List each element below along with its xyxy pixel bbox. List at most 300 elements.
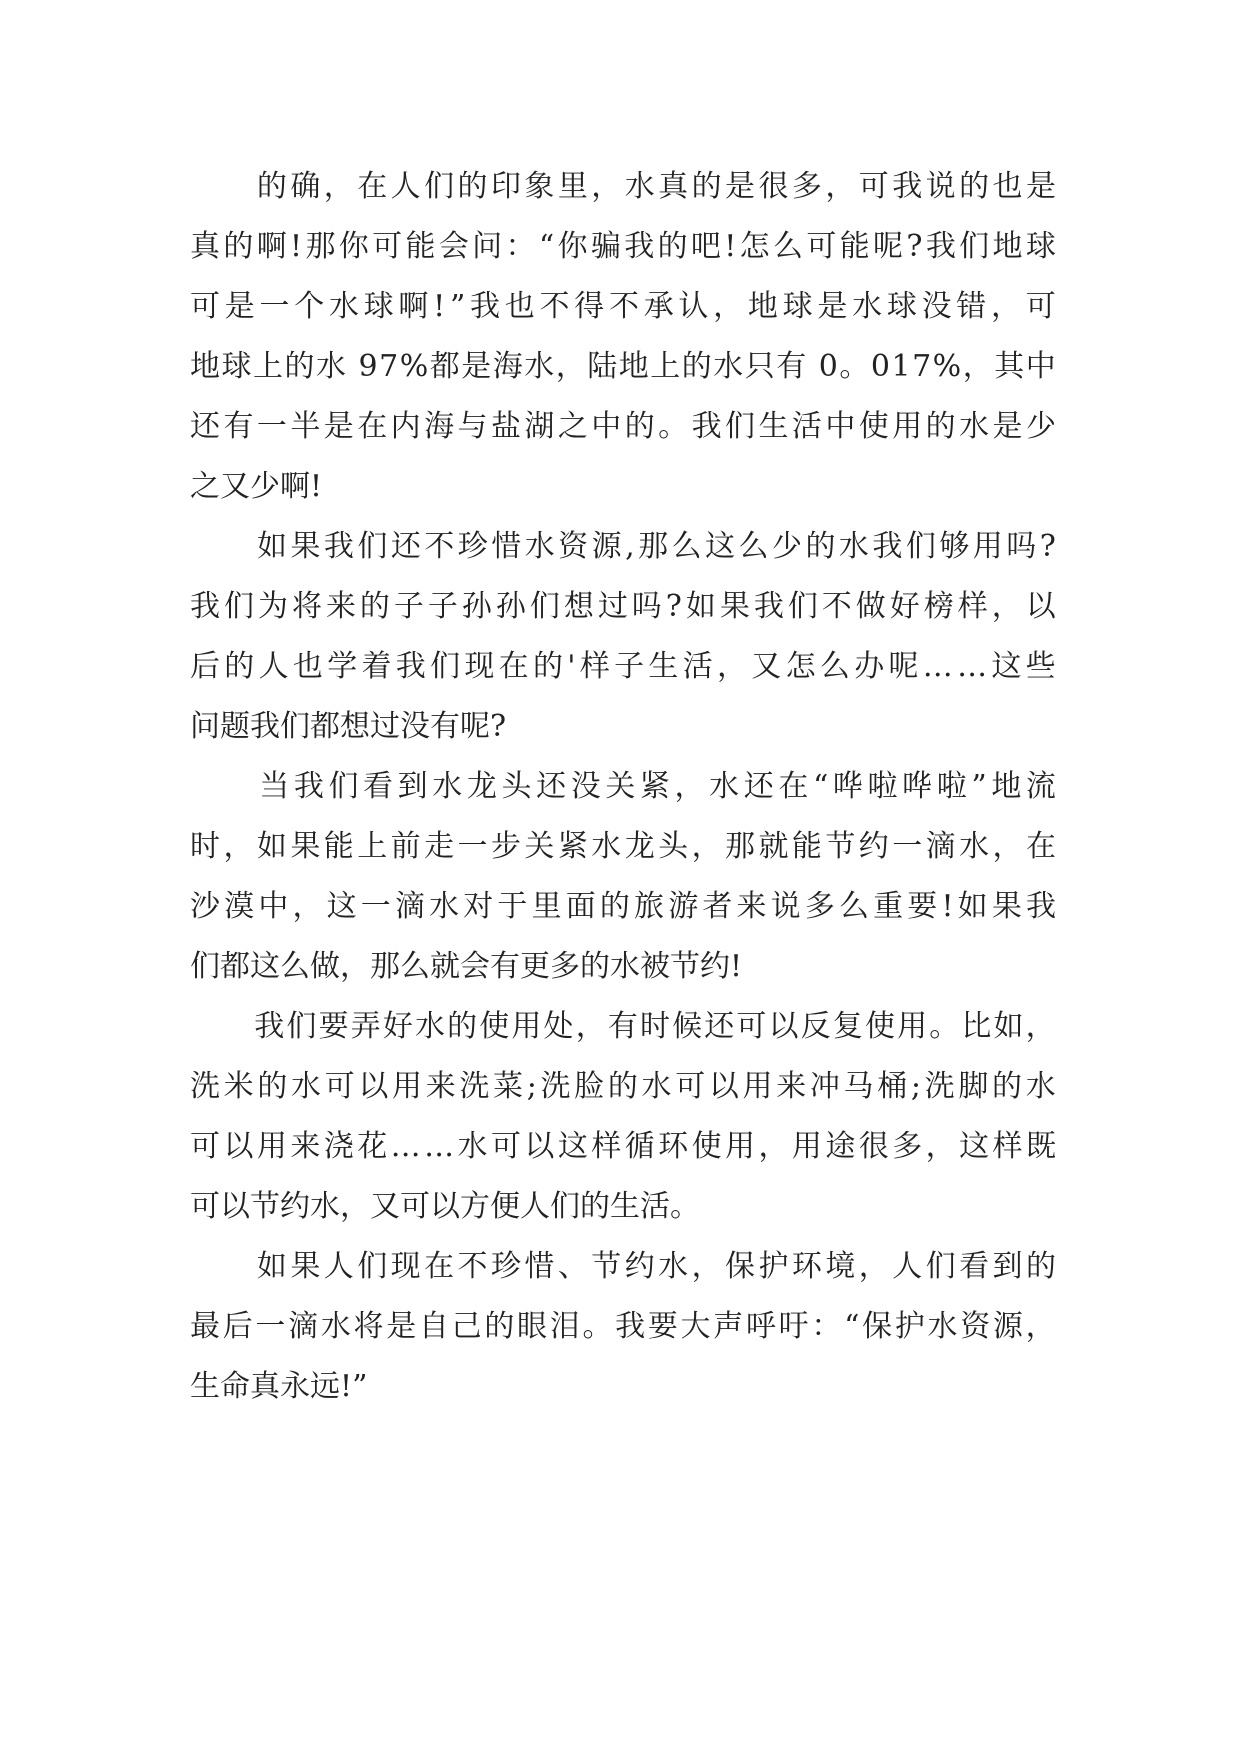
text-char: ; bbox=[526, 1069, 537, 1104]
text-char: 水 bbox=[852, 289, 883, 324]
text-char: 多 bbox=[892, 1129, 923, 1164]
text-char: 就 bbox=[758, 829, 789, 864]
text-char: 重 bbox=[873, 889, 904, 924]
text-char: 源 bbox=[992, 1309, 1023, 1344]
text-char: 便 bbox=[490, 1189, 520, 1224]
text-char: 如 bbox=[256, 1249, 287, 1284]
text-char: 生 bbox=[610, 1189, 640, 1224]
text-char: ” bbox=[352, 1369, 368, 1404]
text-char: 骗 bbox=[590, 229, 621, 264]
text-char: 约 bbox=[858, 829, 889, 864]
text-char: 人 bbox=[258, 649, 289, 684]
text-char: 可 bbox=[324, 1069, 355, 1104]
text-char: 者 bbox=[702, 889, 733, 924]
text-char: 更 bbox=[520, 949, 550, 984]
text-char: 不 bbox=[457, 1249, 488, 1284]
text-char: 己 bbox=[451, 1309, 482, 1344]
text-char: ： bbox=[505, 229, 536, 264]
text-char: 们 bbox=[925, 1249, 956, 1284]
text-char: 那 bbox=[725, 829, 755, 864]
text-char: 源 bbox=[591, 529, 622, 564]
text-char: ， bbox=[340, 1189, 370, 1224]
text-char: 能 bbox=[839, 229, 870, 264]
text-char: 果 bbox=[991, 889, 1022, 924]
text-char: 吧 bbox=[690, 229, 721, 264]
text-char: 水 bbox=[320, 1309, 351, 1344]
text-char: 我 bbox=[323, 529, 354, 564]
text-char: 中 bbox=[591, 409, 622, 444]
text-char: 远 bbox=[310, 1369, 340, 1404]
text-char: 得 bbox=[574, 289, 605, 324]
text-char: 还 bbox=[536, 769, 567, 804]
text-char: 我 bbox=[624, 229, 655, 264]
text-char: 的 bbox=[959, 169, 990, 204]
text-char: 用 bbox=[972, 529, 1003, 564]
text-char: 会 bbox=[438, 229, 469, 264]
text-char: 的 bbox=[607, 1069, 638, 1104]
text-char: 以 bbox=[223, 1129, 254, 1164]
text-char: ' bbox=[567, 649, 576, 684]
text-char: 象 bbox=[524, 169, 555, 204]
text-char: 怎 bbox=[739, 229, 770, 264]
text-char: 以 bbox=[768, 1009, 799, 1044]
text-char: 可 bbox=[736, 1009, 767, 1044]
text-char: 境 bbox=[825, 1249, 856, 1284]
text-char: 用 bbox=[892, 409, 923, 444]
text-char: 在 bbox=[357, 169, 388, 204]
text-char: 在 bbox=[357, 409, 388, 444]
text-char: 惜 bbox=[524, 1249, 555, 1284]
text-char: 一 bbox=[360, 889, 391, 924]
text-char: 眼 bbox=[517, 1309, 548, 1344]
text-char: 使 bbox=[691, 1129, 722, 1164]
text-char: 认 bbox=[678, 289, 709, 324]
text-char bbox=[223, 517, 253, 577]
text-char: 们 bbox=[959, 229, 990, 264]
text-char: 候 bbox=[672, 1009, 703, 1044]
text-char bbox=[190, 157, 220, 217]
text-char: … bbox=[390, 1129, 421, 1164]
text-char: 用 bbox=[742, 1069, 773, 1104]
text-char: 能 bbox=[791, 829, 822, 864]
text-char: 保 bbox=[862, 1309, 893, 1344]
text-char: 如 bbox=[256, 529, 287, 564]
text-char: 榜 bbox=[923, 589, 954, 624]
text-char: 方 bbox=[460, 1189, 490, 1224]
text-char: 啦 bbox=[867, 769, 898, 804]
text-char: , bbox=[625, 529, 635, 564]
text-char: 马 bbox=[843, 1069, 874, 1104]
text-char: 节 bbox=[250, 1189, 280, 1224]
text-char: 如 bbox=[256, 829, 287, 864]
paragraph-4 bbox=[190, 997, 1056, 1237]
text-char: 在 bbox=[498, 649, 529, 684]
text-char: 看 bbox=[959, 1249, 990, 1284]
text-char: 球 bbox=[363, 289, 394, 324]
text-char: 生 bbox=[648, 649, 679, 684]
text-char: ， bbox=[1025, 1309, 1056, 1344]
text-line bbox=[190, 1177, 1056, 1237]
text-char: 球 bbox=[1025, 229, 1056, 264]
text-line bbox=[190, 457, 1056, 517]
text-char: 又 bbox=[751, 649, 782, 684]
text-char: ， bbox=[691, 1249, 722, 1284]
text-char: 在 bbox=[778, 769, 809, 804]
text-char: 将 bbox=[353, 1309, 384, 1344]
paragraph-3 bbox=[190, 757, 1056, 997]
text-char: 不 bbox=[821, 589, 852, 624]
text-char: 还 bbox=[743, 769, 774, 804]
paragraph-2 bbox=[190, 517, 1056, 757]
text-char bbox=[223, 1237, 253, 1297]
text-char: 哗 bbox=[832, 769, 863, 804]
text-char: 0 bbox=[818, 349, 838, 384]
text-char: 地 bbox=[618, 349, 649, 384]
text-line bbox=[190, 157, 1056, 217]
text-char: 中 bbox=[258, 889, 289, 924]
text-line bbox=[190, 1057, 1056, 1117]
text-char bbox=[348, 337, 358, 397]
text-char: 的 bbox=[805, 529, 836, 564]
text-char: 上 bbox=[650, 349, 681, 384]
text-char: 学 bbox=[327, 649, 358, 684]
text-char: 水 bbox=[414, 1009, 445, 1044]
text-char: 如 bbox=[993, 1009, 1024, 1044]
text-char: 是 bbox=[224, 289, 255, 324]
text-char: 节 bbox=[825, 829, 856, 864]
text-char: 么 bbox=[738, 529, 769, 564]
text-char: 过 bbox=[370, 709, 400, 744]
text-char: 那 bbox=[305, 229, 336, 264]
text-char: … bbox=[424, 1129, 455, 1164]
text-char: 头 bbox=[658, 829, 689, 864]
text-char: 使 bbox=[479, 1009, 510, 1044]
text-char: 我 bbox=[254, 1009, 285, 1044]
text-char: 活 bbox=[791, 409, 822, 444]
text-char: 是 bbox=[1025, 169, 1056, 204]
text-char: 有 bbox=[223, 409, 254, 444]
text-char: 7 bbox=[379, 349, 399, 384]
text-char: 头 bbox=[501, 769, 532, 804]
text-char: 步 bbox=[490, 829, 521, 864]
text-char: 承 bbox=[643, 289, 674, 324]
text-char: 水 bbox=[429, 889, 460, 924]
text-char: 节 bbox=[591, 1249, 622, 1284]
text-char: 你 bbox=[338, 229, 369, 264]
text-char: 真 bbox=[658, 169, 689, 204]
text-char: ， bbox=[674, 769, 705, 804]
text-char: 没 bbox=[570, 769, 601, 804]
text-char: 护 bbox=[894, 1309, 925, 1344]
text-char: 可 bbox=[190, 1129, 220, 1164]
text-char: 环 bbox=[791, 1249, 822, 1284]
text-char: 海 bbox=[492, 349, 523, 384]
text-char: 题 bbox=[220, 709, 250, 744]
text-char: 滴 bbox=[394, 889, 425, 924]
text-char: 要 bbox=[907, 889, 938, 924]
text-char: 错 bbox=[956, 289, 987, 324]
text-char: 水 bbox=[713, 349, 744, 384]
text-char: 也 bbox=[292, 649, 323, 684]
text-char: 可 bbox=[190, 1189, 220, 1224]
text-char bbox=[190, 757, 220, 817]
text-char: 珍 bbox=[457, 529, 488, 564]
text-char: “ bbox=[812, 769, 829, 804]
text-char: 、 bbox=[557, 1249, 588, 1284]
text-char: 你 bbox=[557, 229, 588, 264]
text-char: ， bbox=[991, 589, 1022, 624]
text-char: ， bbox=[858, 1249, 889, 1284]
text-char: ” bbox=[971, 769, 987, 804]
text-char: 弄 bbox=[350, 1009, 381, 1044]
text-char: 果 bbox=[290, 1249, 321, 1284]
text-char: 啊 bbox=[256, 229, 287, 264]
text-char: 不 bbox=[424, 529, 455, 564]
text-char: 可 bbox=[858, 169, 889, 204]
text-char: 水 bbox=[624, 169, 655, 204]
text-char: 也 bbox=[992, 169, 1023, 204]
text-char: 将 bbox=[291, 589, 322, 624]
text-char: 。 bbox=[929, 1009, 960, 1044]
text-char: 可 bbox=[490, 1129, 521, 1164]
text-char: 循 bbox=[624, 1129, 655, 1164]
text-char: 的 bbox=[447, 1009, 478, 1044]
text-char: 都 bbox=[220, 949, 250, 984]
text-char: 多 bbox=[550, 949, 580, 984]
text-char: 用 bbox=[392, 1069, 423, 1104]
text-char: 我 bbox=[872, 529, 903, 564]
text-char: 水 bbox=[457, 1129, 488, 1164]
text-line bbox=[190, 217, 1056, 277]
text-char: 洗 bbox=[540, 1069, 571, 1104]
text-char: 永 bbox=[280, 1369, 310, 1404]
text-char: ? bbox=[490, 709, 507, 744]
text-char: 水 bbox=[524, 529, 555, 564]
text-char: 漠 bbox=[224, 889, 255, 924]
text-char: 菜 bbox=[493, 1069, 524, 1104]
text-char: 们 bbox=[286, 1009, 317, 1044]
text-char: 有 bbox=[430, 709, 460, 744]
text-char: 水 bbox=[591, 829, 622, 864]
text-char bbox=[225, 757, 255, 817]
text-char: 球 bbox=[782, 289, 813, 324]
paragraph-5 bbox=[190, 1237, 1056, 1417]
text-char: 7 bbox=[912, 349, 932, 384]
text-char: ， bbox=[758, 1129, 789, 1164]
text-char: 啦 bbox=[936, 769, 967, 804]
text-char: 样 bbox=[992, 1129, 1023, 1164]
text-char: 。 bbox=[839, 349, 870, 384]
text-char: 为 bbox=[257, 589, 288, 624]
text-char: 少 bbox=[1025, 409, 1056, 444]
text-char: “ bbox=[844, 1309, 860, 1344]
text-char: 之 bbox=[557, 409, 588, 444]
text-char: 资 bbox=[558, 529, 589, 564]
text-char: 还 bbox=[190, 409, 220, 444]
text-char: 对 bbox=[463, 889, 494, 924]
text-char: 一 bbox=[457, 829, 488, 864]
text-char: 吗 bbox=[631, 589, 662, 624]
text-char: 我 bbox=[190, 589, 220, 624]
text-char: 前 bbox=[390, 829, 421, 864]
text-char: 水 bbox=[709, 769, 740, 804]
text-char: 关 bbox=[605, 769, 636, 804]
text-char: 我 bbox=[615, 1309, 646, 1344]
text-char: 的 bbox=[484, 1309, 515, 1344]
text-char: 的 bbox=[532, 649, 563, 684]
text-char: 约 bbox=[280, 1189, 310, 1224]
text-char: 资 bbox=[960, 1309, 991, 1344]
text-char: 的 bbox=[256, 169, 287, 204]
text-char: % bbox=[399, 349, 429, 384]
text-char: 是 bbox=[386, 1309, 417, 1344]
text-char: 的 bbox=[599, 889, 630, 924]
text-char: 问 bbox=[190, 709, 220, 744]
text-char: 的 bbox=[1025, 1249, 1056, 1284]
text-line bbox=[190, 1237, 1056, 1297]
text-char: ， bbox=[991, 289, 1022, 324]
text-char bbox=[190, 517, 220, 577]
text-char: 水 bbox=[310, 1189, 340, 1224]
text-char: 多 bbox=[791, 169, 822, 204]
text-char: 人 bbox=[323, 1249, 354, 1284]
text-char: 果 bbox=[290, 529, 321, 564]
text-char: 啊 bbox=[398, 289, 429, 324]
text-char: 能 bbox=[405, 229, 436, 264]
text-char: 们 bbox=[223, 589, 254, 624]
text-char: 湖 bbox=[524, 409, 555, 444]
text-char: 地 bbox=[991, 769, 1022, 804]
text-char: 面 bbox=[565, 889, 596, 924]
text-char: 的 bbox=[691, 169, 722, 204]
text-char: 泪 bbox=[549, 1309, 580, 1344]
text-char: 现 bbox=[464, 649, 495, 684]
text-char: 以 bbox=[430, 1189, 460, 1224]
text-char: 关 bbox=[524, 829, 555, 864]
text-line bbox=[190, 757, 1056, 817]
text-char: 1 bbox=[891, 349, 911, 384]
text-char: 果 bbox=[719, 589, 750, 624]
text-char: 样 bbox=[579, 649, 610, 684]
text-char: 后 bbox=[190, 649, 220, 684]
text-char: 们 bbox=[357, 1249, 388, 1284]
text-char: 护 bbox=[758, 1249, 789, 1284]
text-char: 会 bbox=[460, 949, 490, 984]
text-char: 孙 bbox=[495, 589, 526, 624]
text-char: 还 bbox=[390, 529, 421, 564]
text-char: 脸 bbox=[574, 1069, 605, 1104]
text-char: 反 bbox=[800, 1009, 831, 1044]
text-char: % bbox=[932, 349, 962, 384]
text-char: 海 bbox=[424, 409, 455, 444]
text-char: 洗 bbox=[459, 1069, 490, 1104]
text-char: 流 bbox=[1025, 769, 1056, 804]
text-char: 我 bbox=[892, 169, 923, 204]
text-char: 够 bbox=[939, 529, 970, 564]
text-char: 子 bbox=[427, 589, 458, 624]
text-char: 用 bbox=[511, 1009, 542, 1044]
text-char: 可 bbox=[1025, 289, 1056, 324]
text-char: 我 bbox=[470, 289, 501, 324]
text-char: 来 bbox=[290, 1129, 321, 1164]
text-char: 用 bbox=[791, 1129, 822, 1164]
text-char: 要 bbox=[647, 1309, 678, 1344]
text-char: 当 bbox=[259, 769, 290, 804]
text-char: 的 bbox=[580, 1189, 610, 1224]
text-char: 都 bbox=[310, 709, 340, 744]
text-char: 做 bbox=[310, 949, 340, 984]
text-char: 的 bbox=[284, 349, 315, 384]
text-char: 的 bbox=[657, 229, 688, 264]
text-char: 一 bbox=[892, 829, 923, 864]
text-char: 生 bbox=[758, 409, 789, 444]
text-char: 我 bbox=[753, 589, 784, 624]
text-char: 一 bbox=[259, 289, 290, 324]
text-char: 来 bbox=[736, 889, 767, 924]
text-char: 处 bbox=[543, 1009, 574, 1044]
text-char: 活 bbox=[640, 1189, 670, 1224]
text-char: 这 bbox=[250, 949, 280, 984]
text-char: 滴 bbox=[288, 1309, 319, 1344]
text-char: 用 bbox=[256, 1129, 287, 1164]
text-char: 被 bbox=[640, 949, 670, 984]
text-char: 们 bbox=[424, 169, 455, 204]
text-char bbox=[808, 337, 818, 397]
text-char: 命 bbox=[220, 1369, 250, 1404]
text-char: 还 bbox=[704, 1009, 735, 1044]
text-char: 真 bbox=[190, 229, 220, 264]
text-char: 人 bbox=[390, 169, 421, 204]
text-char: ! bbox=[340, 1369, 353, 1404]
text-char: 哗 bbox=[902, 769, 933, 804]
text-char: 想 bbox=[563, 589, 594, 624]
text-char: ; bbox=[910, 1069, 921, 1104]
text-char: 以 bbox=[220, 1189, 250, 1224]
text-char bbox=[223, 157, 253, 217]
text-char: ， bbox=[555, 349, 586, 384]
text-char: ! bbox=[310, 469, 323, 504]
text-char: 大 bbox=[680, 1309, 711, 1344]
text-char: 可 bbox=[675, 1069, 706, 1104]
text-char: 过 bbox=[597, 589, 628, 624]
text-char: 也 bbox=[504, 289, 535, 324]
text-char: ， bbox=[292, 889, 323, 924]
text-char: 么 bbox=[838, 889, 869, 924]
text-char: 0 bbox=[870, 349, 890, 384]
text-char: 水 bbox=[610, 949, 640, 984]
text-char: 球 bbox=[221, 349, 252, 384]
text-char: 旅 bbox=[634, 889, 665, 924]
text-line bbox=[190, 397, 1056, 457]
text-char: 可 bbox=[400, 1189, 430, 1224]
text-char: 最 bbox=[190, 1309, 220, 1344]
text-line bbox=[190, 697, 1056, 757]
text-char: 子 bbox=[393, 589, 424, 624]
text-char: … bbox=[922, 649, 953, 684]
text-char bbox=[222, 997, 252, 1057]
text-char: 洗 bbox=[924, 1069, 955, 1104]
text-char: 们 bbox=[725, 409, 755, 444]
text-char: ” bbox=[449, 289, 466, 324]
text-char: 来 bbox=[425, 1069, 456, 1104]
text-char: 们 bbox=[905, 529, 936, 564]
text-char: 里 bbox=[557, 169, 588, 204]
text-char: 问 bbox=[472, 229, 503, 264]
text-char: 珍 bbox=[490, 1249, 521, 1284]
text-char: 约 bbox=[624, 1249, 655, 1284]
text-line bbox=[190, 577, 1056, 637]
text-char: ! bbox=[433, 289, 446, 324]
